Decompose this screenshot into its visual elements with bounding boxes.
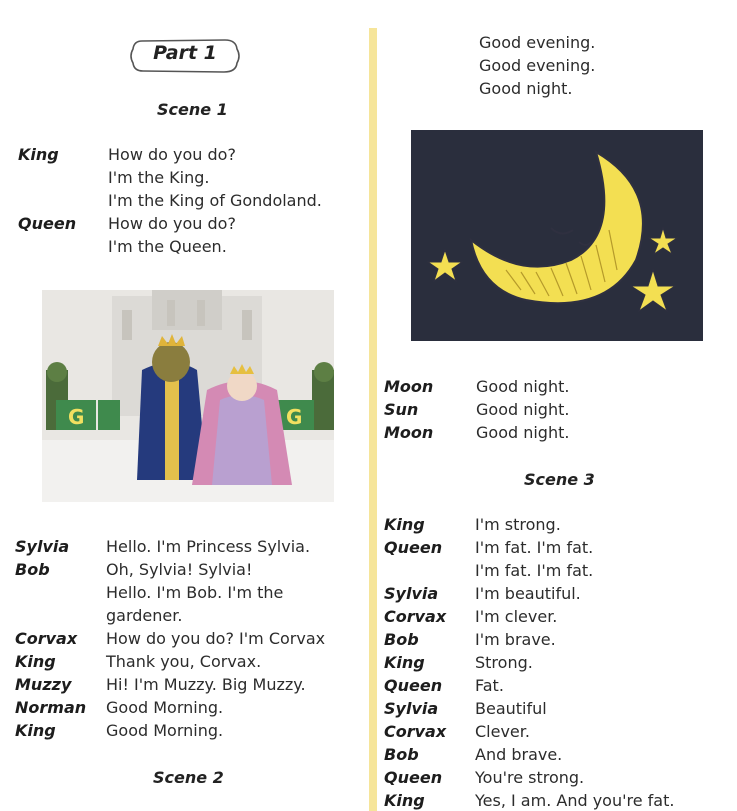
dialogue-line-speaker: Bob (15, 560, 50, 579)
scene-3-title: Scene 3 (524, 470, 595, 489)
dialogue-line-text: I'm clever. (475, 607, 558, 626)
dialogue-line-text: Good night. (476, 423, 570, 442)
dialogue-line-speaker: Bob (384, 630, 419, 649)
moon-picture (411, 130, 703, 341)
dialogue-line-text: Beautiful (475, 699, 547, 718)
dialogue-line-text: How do you do? (108, 145, 236, 164)
dialogue-line-speaker: Muzzy (15, 675, 72, 694)
dialogue-line-text: Oh, Sylvia! Sylvia! (106, 560, 253, 579)
dialogue-line-speaker: Corvax (15, 629, 78, 648)
dialogue-line-speaker: King (384, 791, 425, 810)
dialogue-line-speaker: Queen (384, 538, 443, 557)
dialogue-line-speaker: King (18, 145, 59, 164)
dialogue-line-speaker: Sylvia (15, 537, 70, 556)
dialogue-line-speaker: Queen (18, 214, 77, 233)
dialogue-line-text: I'm brave. (475, 630, 556, 649)
scene-1-title: Scene 1 (157, 100, 228, 119)
dialogue-line-speaker: King (384, 653, 425, 672)
svg-text:G: G (286, 405, 303, 429)
column-divider (369, 28, 377, 811)
dialogue-line-speaker: Sylvia (384, 584, 439, 603)
dialogue-line-speaker: Moon (384, 423, 434, 442)
dialogue-line-text: I'm beautiful. (475, 584, 581, 603)
dialogue-line-text: You're strong. (475, 768, 585, 787)
dialogue-line-speaker: Corvax (384, 722, 447, 741)
dialogue-line-speaker: Sun (384, 400, 419, 419)
dialogue-line-speaker: Queen (384, 676, 443, 695)
dialogue-line-text: I'm the King. (108, 168, 210, 187)
dialogue-line-text: I'm fat. I'm fat. (475, 561, 594, 580)
dialogue-line-text: Good Morning. (106, 721, 224, 740)
part-badge (128, 35, 242, 77)
dialogue-line-text: Good night. (476, 400, 570, 419)
dialogue-line-text: How do you do? I'm Corvax (106, 629, 326, 648)
king-queen-picture (42, 290, 334, 502)
dialogue-line-text: I'm strong. (475, 515, 561, 534)
dialogue-line-text: I'm the Queen. (108, 237, 227, 256)
part-label: Part 1 (153, 42, 217, 64)
dialogue-line-speaker: Corvax (384, 607, 447, 626)
scene-2-title: Scene 2 (153, 768, 224, 787)
greeting-line-text: Good evening. (479, 33, 596, 52)
dialogue-line-text: Hi! I'm Muzzy. Big Muzzy. (106, 675, 306, 694)
dialogue-line-text: Hello. I'm Bob. I'm the (106, 583, 284, 602)
dialogue-line-text: I'm fat. I'm fat. (475, 538, 594, 557)
svg-text:G: G (68, 405, 85, 429)
dialogue-line-text: gardener. (106, 606, 183, 625)
dialogue-line-text: Thank you, Corvax. (106, 652, 262, 671)
dialogue-line-text: Good night. (476, 377, 570, 396)
dialogue-line-speaker: King (384, 515, 425, 534)
dialogue-line-speaker: Bob (384, 745, 419, 764)
greeting-line-text: Good night. (479, 79, 573, 98)
dialogue-line-text: Fat. (475, 676, 504, 695)
greeting-line-text: Good evening. (479, 56, 596, 75)
dialogue-line-speaker: King (15, 721, 56, 740)
dialogue-line-speaker: Norman (15, 698, 87, 717)
dialogue-line-speaker: Queen (384, 768, 443, 787)
dialogue-line-text: Yes, I am. And you're fat. (475, 791, 675, 810)
dialogue-line-text: How do you do? (108, 214, 236, 233)
dialogue-line-text: Hello. I'm Princess Sylvia. (106, 537, 311, 556)
dialogue-line-text: Good Morning. (106, 698, 224, 717)
dialogue-line-text: Strong. (475, 653, 533, 672)
dialogue-line-speaker: Sylvia (384, 699, 439, 718)
dialogue-line-text: Clever. (475, 722, 530, 741)
dialogue-line-text: I'm the King of Gondoland. (108, 191, 322, 210)
dialogue-line-text: And brave. (475, 745, 563, 764)
dialogue-line-speaker: King (15, 652, 56, 671)
dialogue-line-speaker: Moon (384, 377, 434, 396)
